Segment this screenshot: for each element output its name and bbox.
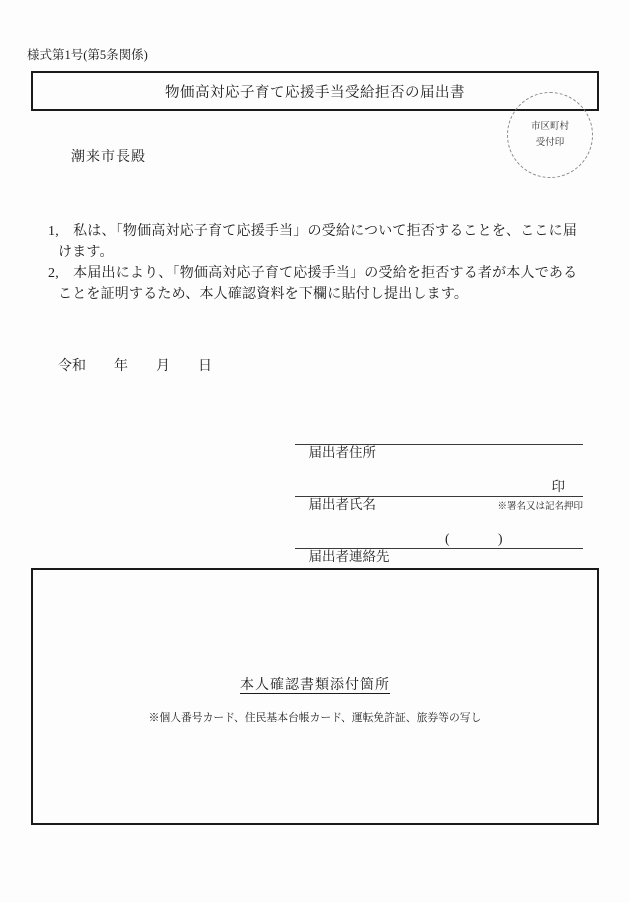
stamp-line-municipality: 市区町村 [530,122,569,132]
seal-mark: 印 [551,479,565,494]
addressee-mayor: 潮来市長殿 [71,150,146,165]
phone-area-code-parens: ( ) [445,531,505,546]
date-field-reiwa-year-month-day: 令和 年 月 日 [58,359,212,374]
attachment-box-heading: 本人確認書類添付箇所 [240,678,390,693]
applicant-contact-field [295,529,583,564]
stamp-line-receipt-seal: 受付印 [535,138,565,148]
declaration-item-2-line-1: 2, 本届出により、「物価高対応子育て応援手当」の受給を拒否する者が本人である [48,266,578,281]
applicant-address-label: 届出者住所 [308,445,376,460]
title-box [31,71,599,111]
receipt-stamp-circle [507,92,593,178]
declaration-item-2-line-2: ことを証明するため、本人確認資料を下欄に貼付し提出します。 [58,287,469,302]
seal-note: ※署名又は記名押印 [497,502,583,512]
id-document-attachment-box [31,568,599,825]
declaration-item-1-line-1: 1, 私は、「物価高対応子育て応援手当」の受給について拒否することを、ここに届 [48,224,578,239]
form-title: 物価高対応子育て応援手当受給拒否の届出書 [165,84,465,101]
declaration-item-1-line-2: けます。 [58,245,114,260]
applicant-contact-label: 届出者連絡先 [308,549,390,564]
applicant-address-field [295,425,583,460]
form-number: 様式第1号(第5条関係) [27,48,148,62]
attachment-box-note: ※個人番号カード、住民基本台帳カード、運転免許証、旅券等の写し [148,712,482,724]
applicant-name-label: 届出者氏名 [308,497,376,512]
